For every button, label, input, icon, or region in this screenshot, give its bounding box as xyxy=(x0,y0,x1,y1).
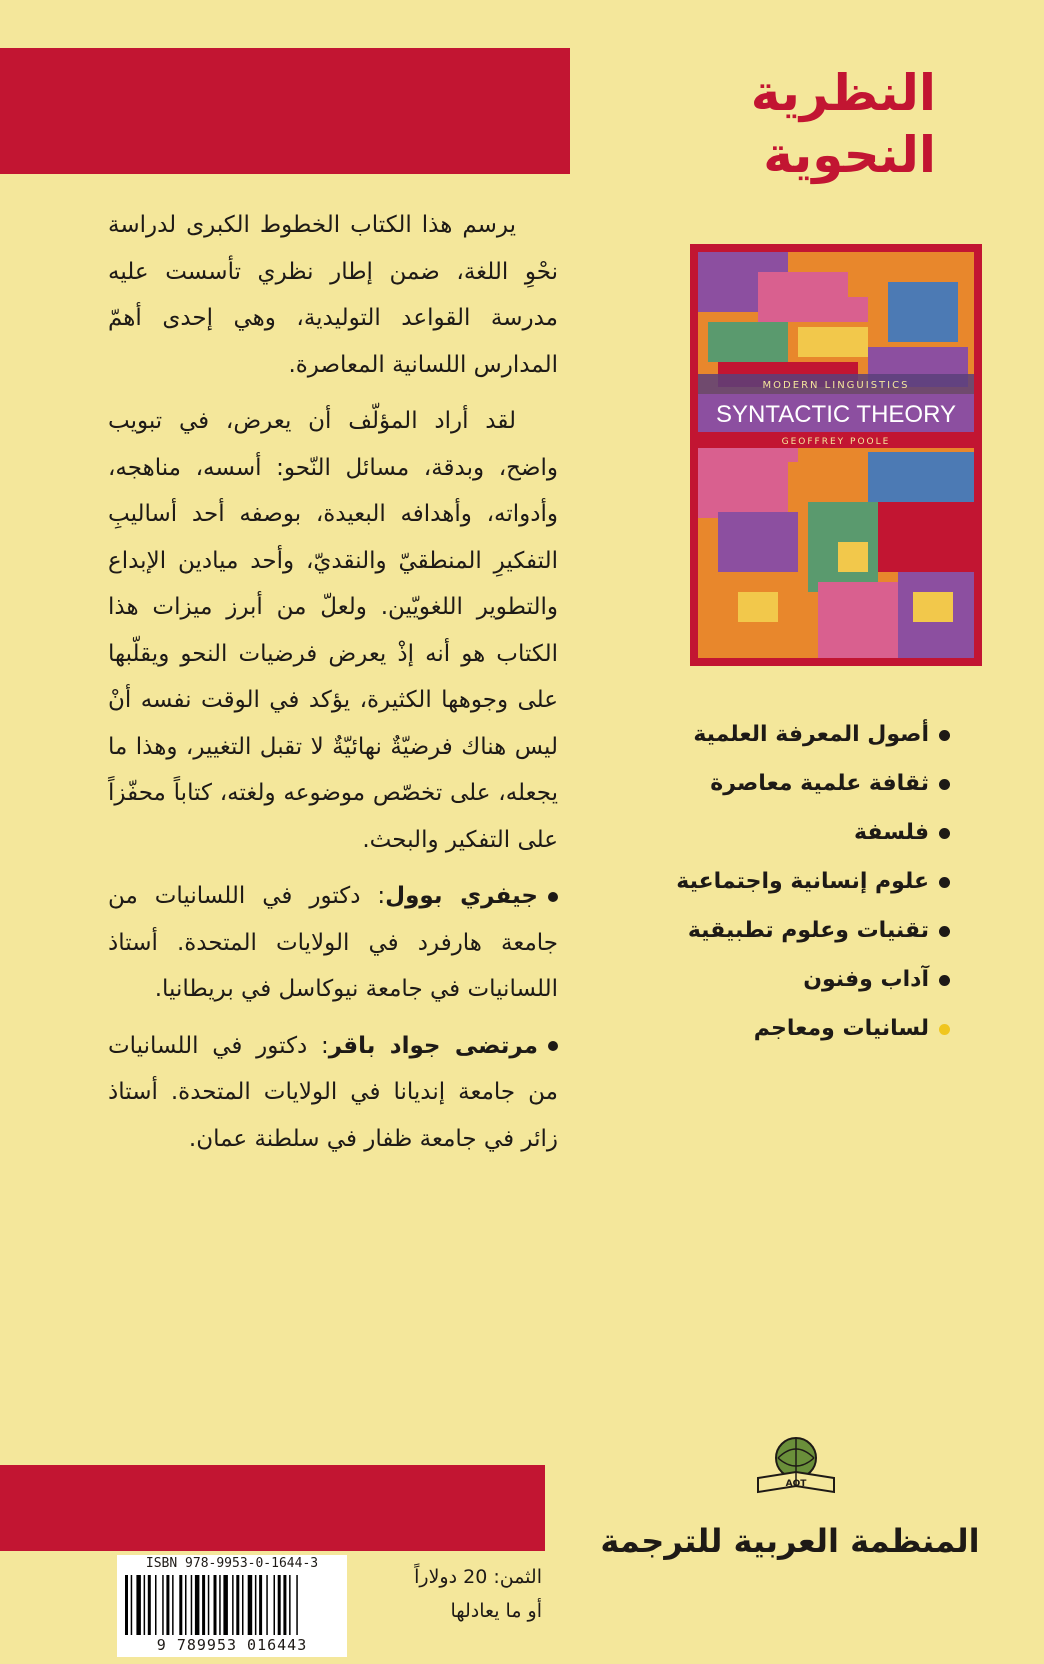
bullet-icon xyxy=(548,892,558,902)
book-title-line-2: النحوية xyxy=(763,126,936,184)
series-item xyxy=(640,857,950,906)
price-line-2: أو ما يعادلها xyxy=(450,1600,542,1622)
series-item xyxy=(640,759,950,808)
isbn-label: ISBN 978-9953-0-1644-3 xyxy=(145,1556,319,1571)
bullet-icon xyxy=(939,730,950,741)
series-item-label: أصول المعرفة العلمية xyxy=(693,722,929,747)
series-item xyxy=(640,955,950,1004)
publisher-name: المنظمة العربية للترجمة xyxy=(600,1522,980,1560)
series-item-label: آداب وفنون xyxy=(803,967,929,992)
author-bio-text: : دكتور في اللسانيات من جامعة هارفرد في الولايات المتحدة. أستاذ اللسانيات في جامعة نيوكاسل في بريطانيا. xyxy=(108,883,558,1002)
publisher-logo-icon xyxy=(748,1434,844,1500)
bottom-red-band xyxy=(0,1465,545,1551)
bullet-icon xyxy=(939,828,950,839)
series-item-label: ثقافة علمية معاصرة xyxy=(710,771,929,796)
bullet-icon xyxy=(939,779,950,790)
series-item xyxy=(640,710,950,759)
series-item xyxy=(640,808,950,857)
bullet-icon xyxy=(548,1041,558,1051)
series-item-label: علوم إنسانية واجتماعية xyxy=(676,869,929,894)
cover-title-text: SYNTACTIC THEORY xyxy=(715,401,957,428)
series-item-label: لسانيات ومعاجم xyxy=(753,1016,929,1041)
isbn-barcode xyxy=(117,1555,347,1657)
book-title-line-1: النظرية xyxy=(750,64,936,122)
cover-series-label: MODERN LINGUISTICS xyxy=(762,380,910,391)
translator-name: مرتضى جواد باقر xyxy=(328,1032,538,1059)
book-title xyxy=(606,62,936,186)
series-item-active xyxy=(640,1004,950,1053)
active-bullet-icon xyxy=(939,1024,950,1035)
barcode-digits: 9 789953 016443 xyxy=(156,1636,308,1654)
author-bio xyxy=(108,873,558,1013)
bullet-icon xyxy=(939,975,950,986)
barcode-bars xyxy=(121,1575,343,1635)
series-item xyxy=(640,906,950,955)
blurb-paragraph-2: لقد أراد المؤلّف أن يعرض، في تبويب واضح، وبدقة، مسائل النّحو: أسسه، مناهجه، وأدواته، وأهدافه البعيدة، بوصفه أحد أساليبِ التفكيرِ المنطقيّ والنقديّ، وأحد ميادين الإبداع والتطوير اللغويّين. ولعلّ من أبرز ميزات هذا الكتاب هو أنه إذْ يعرض فرضيات النحو ويقلّبها على وجوهها الكثيرة، يؤكد في الوقت نفسه أنْ ليس هناك فرضيّةٌ نهائيّةٌ لا تقبل التغيير، وهذا ما يجعله، على تخصّص موضوعه ولغته، كتاباً محفّزاً على التفكير والبحث. xyxy=(108,408,558,853)
translator-bio xyxy=(108,1023,558,1163)
front-cover-thumbnail xyxy=(690,244,982,666)
bullet-icon xyxy=(939,877,950,888)
cover-author-text: GEOFFREY POOLE xyxy=(781,437,891,447)
series-item-label: فلسفة xyxy=(854,820,929,845)
translator-bio-text: : دكتور في اللسانيات من جامعة إنديانا في الولايات المتحدة. أستاذ زائر في جامعة ظفار في سلطنة عمان. xyxy=(108,1032,558,1152)
blurb-column xyxy=(108,202,558,1172)
logo-text: AOT xyxy=(785,1479,807,1489)
cover-artwork xyxy=(698,252,974,658)
price-line-1: الثمن: 20 دولاراً xyxy=(414,1566,542,1588)
blurb-paragraph-1: يرسم هذا الكتاب الخطوط الكبرى لدراسة نحْوِ اللغة، ضمن إطار نظري تأسست عليه مدرسة القواعد التوليدية، وهي إحدى أهمّ المدارس اللسانية المعاصرة. xyxy=(108,212,558,378)
series-list xyxy=(640,710,950,1053)
bullet-icon xyxy=(939,926,950,937)
price xyxy=(372,1560,542,1628)
author-name: جيفري بوول xyxy=(385,883,538,909)
series-item-label: تقنيات وعلوم تطبيقية xyxy=(687,918,929,943)
top-red-band xyxy=(0,48,570,174)
